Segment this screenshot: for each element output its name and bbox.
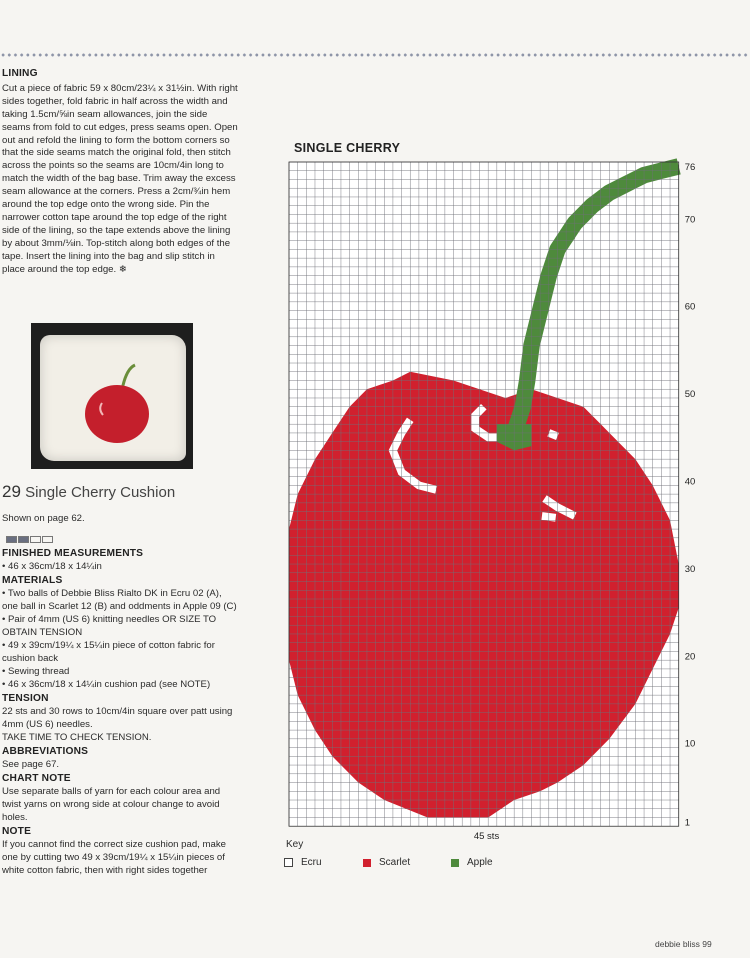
abbreviations-heading: ABBREVIATIONS (2, 746, 89, 757)
key-label-scarlet: Scarlet (379, 857, 411, 868)
pattern-details (2, 546, 238, 877)
material-item: • Sewing thread (2, 666, 70, 677)
finished-value: • 46 x 36cm/18 x 14¼in (2, 561, 102, 572)
row-label: 30 (684, 563, 696, 575)
row-label: 76 (684, 161, 696, 173)
key-item-ecru (284, 857, 322, 868)
chart-note-heading: CHART NOTE (2, 773, 71, 784)
abbreviations-text: See page 67. (2, 759, 60, 770)
apple-swatch (451, 859, 459, 867)
row-label: 70 (684, 214, 696, 226)
key-item-scarlet (363, 857, 410, 868)
difficulty-box (30, 536, 41, 543)
ecru-swatch (284, 858, 293, 867)
row-label: 10 (684, 738, 696, 750)
stitches-label: 45 sts (473, 831, 500, 843)
material-item: • Pair of 4mm (US 6) knitting needles OR SIZE TO OBTAIN TENSION (2, 614, 217, 638)
materials-heading: MATERIALS (2, 575, 63, 586)
scarlet-swatch (363, 859, 371, 867)
row-label: 40 (684, 476, 696, 488)
note-heading: NOTE (2, 826, 32, 837)
lining-heading: LINING (2, 68, 38, 79)
key-label-apple: Apple (467, 857, 493, 868)
chart-note-text: Use separate balls of yarn for each colour area and twist yarns on wrong side at colour change to avoid holes. (2, 786, 221, 823)
material-item: • Two balls of Debbie Bliss Rialto DK in Ecru 02 (A), one ball in Scarlet 12 (B) and oddments in Apple 09 (C) (2, 588, 237, 612)
chart-title: SINGLE CHERRY (294, 141, 401, 155)
material-item: • 46 x 36cm/18 x 14¼in cushion pad (see NOTE) (2, 679, 211, 690)
key-label-ecru: Ecru (301, 857, 322, 868)
cushion-photo (31, 323, 193, 469)
lining-text: Cut a piece of fabric 59 x 80cm/23¼ x 31½in. With right sides together, fold fabric in half across the width and taking 1.5cm/⅝in seam allowances, join the side seams from fold to cut edges, press seams open. Open out and refold the lining to form the bottom corners so that the side seams match the original fold, then stitch across the points so the seams are 10cm/4in long to match the width of the bag base. Trim away the excess seam allowance at the corners. Press a 2cm/¾in hem around the top edge onto the wrong side. Pin the narrower cotton tape around the top edge of the right side of the lining, so the tape extends above the lining by about 3mm/⅛in. Top-stitch along both edges of the tape. Insert the lining into the bag and slip stitch in place around the top edge. ❄ (2, 82, 238, 275)
page-footer: debbie bliss 99 (655, 939, 712, 949)
tension-text: 22 sts and 30 rows to 10cm/4in square over patt using 4mm (US 6) needles. (2, 706, 233, 730)
row-label: 50 (684, 389, 696, 401)
difficulty-box (42, 536, 53, 543)
lining-section (2, 68, 238, 277)
row-label: 60 (684, 301, 696, 313)
note-text: If you cannot find the correct size cushion pad, make one by cutting two 49 x 39cm/19¼ x 15¼in pieces of white cotton fabric, then with right sides together (2, 839, 226, 876)
row-label: 1 (684, 817, 690, 829)
tension-check: TAKE TIME TO CHECK TENSION. (2, 732, 152, 743)
finished-heading: FINISHED MEASUREMENTS (2, 548, 144, 559)
cherry-chart (280, 155, 740, 845)
shown-on: Shown on page 62. (2, 513, 85, 524)
cherry-highlight (549, 433, 558, 437)
difficulty-box (6, 536, 17, 543)
tension-heading: TENSION (2, 693, 49, 704)
project-number: 29 (2, 482, 21, 501)
cushion-image (40, 335, 186, 461)
key-item-apple (451, 857, 493, 868)
difficulty-box (18, 536, 29, 543)
row-label: 20 (684, 651, 696, 663)
dotted-divider (0, 52, 750, 58)
project-title (2, 482, 175, 502)
material-item: • 49 x 39cm/19¼ x 15¼in piece of cotton fabric for cushion back (2, 640, 215, 664)
project-name: Single Cherry Cushion (25, 484, 176, 501)
cherry-illustration (40, 335, 186, 461)
key-heading: Key (286, 839, 304, 850)
